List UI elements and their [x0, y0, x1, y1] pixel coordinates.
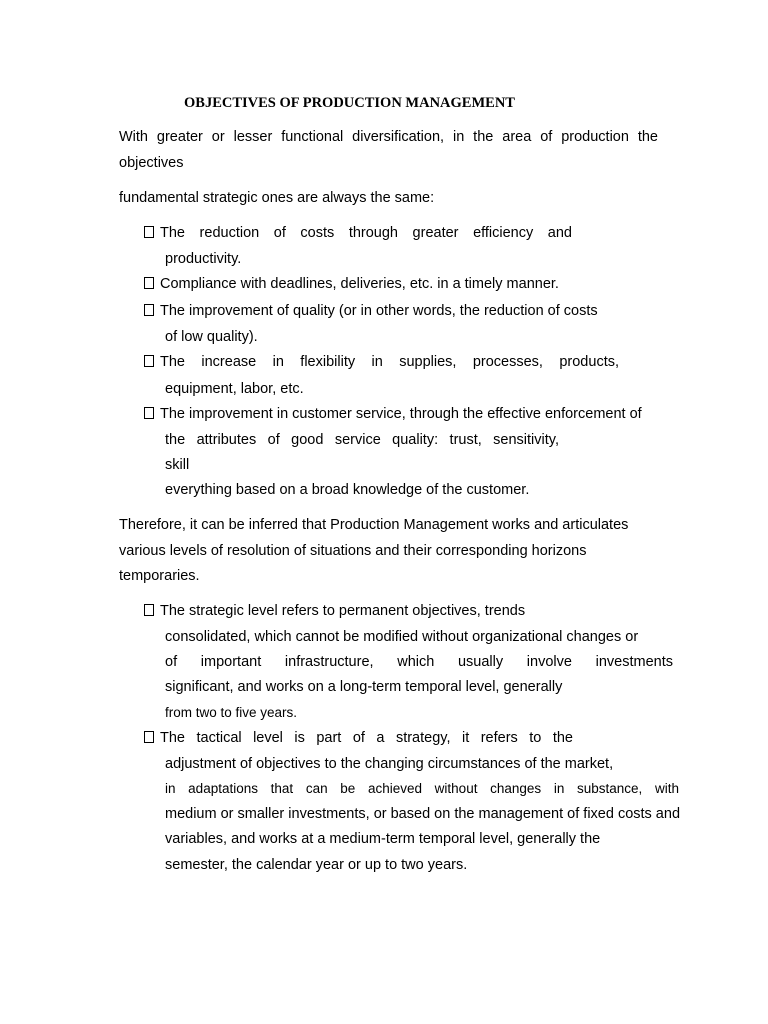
list-item [144, 602, 525, 620]
bullet-continuation: equipment, labor, etc. [165, 381, 304, 397]
list-item [144, 275, 559, 293]
bullet-text: The improvement in customer service, through the effective enforcement of [160, 406, 642, 422]
intro-line-1: With greater or lesser functional diversification, in the area of production the [119, 129, 658, 145]
checkbox-bullet-icon [144, 604, 154, 616]
list-item [144, 405, 642, 423]
bullet-text: The tactical level is part of a strategy, it refers to the [160, 730, 573, 746]
bullet-continuation: consolidated, which cannot be modified without organizational changes or [165, 629, 639, 645]
bullet-continuation: the attributes of good service quality: trust, sensitivity, [165, 432, 559, 448]
paragraph-line-3: temporaries. [119, 568, 200, 584]
bullet-continuation: productivity. [165, 251, 242, 267]
bullet-continuation: variables, and works at a medium-term temporal level, generally the [165, 831, 601, 847]
bullet-continuation: of important infrastructure, which usually involve investments [165, 654, 673, 670]
bullet-continuation: semester, the calendar year or up to two years. [165, 857, 468, 873]
list-item [144, 224, 572, 242]
bullet-text: The improvement of quality (or in other words, the reduction of costs [160, 303, 598, 319]
bullet-continuation: skill [165, 457, 190, 473]
bullet-text: Compliance with deadlines, deliveries, etc. in a timely manner. [160, 276, 559, 292]
bullet-continuation: in adaptations that can be achieved without changes in substance, with [165, 781, 679, 796]
list-item [144, 302, 598, 320]
checkbox-bullet-icon [144, 355, 154, 367]
bullet-continuation: everything based on a broad knowledge of the customer. [165, 482, 530, 498]
bullet-continuation: adjustment of objectives to the changing circumstances of the market, [165, 756, 614, 772]
bullet-text: The reduction of costs through greater efficiency and [160, 225, 572, 241]
bullet-continuation: significant, and works on a long-term temporal level, generally [165, 679, 563, 695]
checkbox-bullet-icon [144, 304, 154, 316]
paragraph-line-2: various levels of resolution of situations and their corresponding horizons [119, 543, 587, 559]
bullet-continuation: medium or smaller investments, or based on the management of fixed costs and [165, 806, 681, 822]
checkbox-bullet-icon [144, 226, 154, 238]
bullet-text: The increase in flexibility in supplies, processes, products, [160, 354, 619, 370]
checkbox-bullet-icon [144, 407, 154, 419]
list-item [144, 353, 619, 371]
checkbox-bullet-icon [144, 731, 154, 743]
checkbox-bullet-icon [144, 277, 154, 289]
list-item [144, 729, 573, 747]
paragraph-line-1: Therefore, it can be inferred that Production Management works and articulates [119, 517, 629, 533]
bullet-text: The strategic level refers to permanent objectives, trends [160, 603, 526, 619]
intro-line-3: fundamental strategic ones are always the same: [119, 190, 435, 206]
bullet-continuation: from two to five years. [165, 705, 298, 720]
page-title: OBJECTIVES OF PRODUCTION MANAGEMENT [184, 95, 515, 111]
bullet-continuation: of low quality). [165, 329, 258, 345]
intro-line-2: objectives [119, 155, 184, 171]
